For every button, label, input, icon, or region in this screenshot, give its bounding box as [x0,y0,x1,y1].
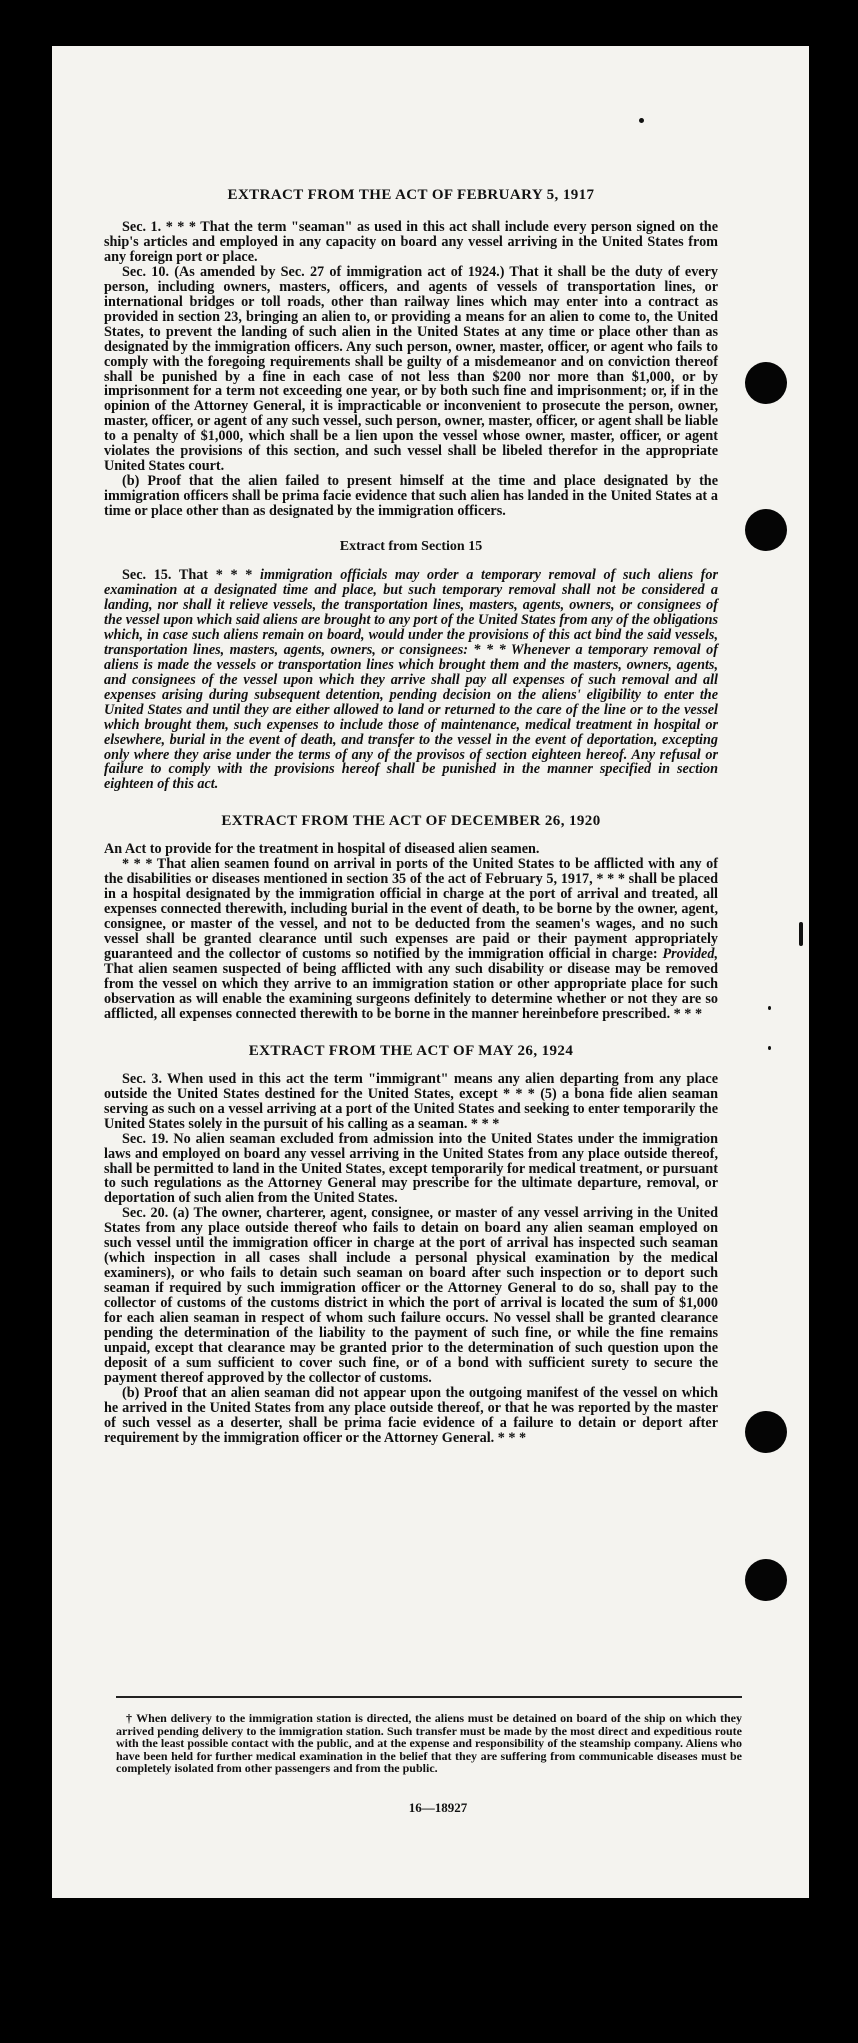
paragraph-sec-1: Sec. 1. * * * That the term "seaman" as used in this act shall include every person signed on the ship's articles and employed in any capacity on board any vessel arriving in the United States from any foreign port or place. [104,219,718,265]
paragraph-sec-10: Sec. 10. (As amended by Sec. 27 of immigration act of 1924.) That it shall be the duty of every person, including owners, masters, officers, and agents of vessels of transportation lines, or international bridges or toll roads, other than railway lines which may enter into a contract as provided in section 23, bringing an alien to, or providing a means for an alien to come to, the United States, to prevent the landing of such alien in the United States at any time or place other than as designated by the immigration officers. Any such person, owner, master, officer, or agent who fails to comply with the foregoing requirements shall be guilty of a misdemeanor and on conviction thereof shall be punished by a fine in each case of not less than $200 nor more than $1,000, or by imprisonment for a term not exceeding one year, or by both such fine and imprisonment; or, if in the opinion of the Attorney General, it is impracticable or inconvenient to prosecute the person, owner, master, officer, or agent of any such vessel, such person, owner, master, officer, or agent shall be liable to a penalty of $1,000, which shall be a lien upon the vessel whose owner, master, officer, or agent violates the provisions of this section, and such vessel shall be libeled therefor in the appropriate United States court. [104,263,718,475]
body-1920-part-1: * * * That alien seamen found on arrival in ports of the United States to be afflicted with any of the disabilities or diseases mentioned in section 35 of the act of February 5, 1917, * * * shall be placed in a hospital designated by the immigration official in charge at the port of arrival and treated, all expenses connected therewith, including burial in the event of death, to be borne by the owner, agent, consignee, or master of the vessel, and not to be deducted from the seamen's wages, and no such vessel shall be granted clearance until such expenses are paid or their payment appropriately guaranteed and the collector of customs so notified by the immigration official in charge: [104,856,718,963]
speck-mark [768,1006,771,1010]
document-body [104,186,718,1446]
punch-hole [745,1559,787,1601]
heading-act-1917: EXTRACT FROM THE ACT OF FEBRUARY 5, 1917 [227,187,595,203]
page-number: 16—18927 [408,1800,468,1815]
footnote [116,1712,742,1775]
heading-act-1924: EXTRACT FROM THE ACT OF MAY 26, 1924 [248,1042,574,1059]
paragraph-sec-19: Sec. 19. No alien seaman excluded from admission into the United States under the immigration laws and employed on board any vessel arriving in the United States from any place outside thereof, shall be permitted to land in the United States, except temporarily for medical treatment, or pursuant to such regulations as the Attorney General may prescribe for the ultimate departure, removal, or deportation of such alien from the United States. [104,1130,718,1207]
footnote-text: † When delivery to the immigration station is directed, the aliens must be detained on board of the ship on which they arrived pending delivery to the immigration station. Such transfer must be made by the most direct and expeditious route with the least possible contact with the public, and at the expense and responsibility of the steamship company. Aliens who have been held for further medical examination in the belief that they are suffering from communicable diseases must be completely isolated from other passengers and from the public. [116,1711,742,1776]
sec-15-lead: Sec. 15. That * * * [122,567,261,584]
speck-mark [639,118,644,123]
paragraph-1920-title: An Act to provide for the treatment in hospital of diseased alien seamen. [104,841,540,858]
speck-mark [799,922,803,946]
punch-hole [745,362,787,404]
footnote-divider [116,1696,742,1698]
paragraph-sec-3: Sec. 3. When used in this act the term "immigrant" means any alien departing from any place outside the United States destined for the United States, except * * * (5) a bona fide alien seaman serving as such on a vessel arriving at a port of the United States and seeking to enter temporarily the United States solely in the pursuit of his calling as a seaman. * * * [104,1070,718,1132]
heading-act-1920: EXTRACT FROM THE ACT OF DECEMBER 26, 1920 [221,813,601,830]
punch-hole [745,509,787,551]
paragraph-sec-20b: (b) Proof that an alien seaman did not appear upon the outgoing manifest of the vessel on which he arrived in the United States from any place outside thereof, or that he was reported by the master of such vessel as a deserter, shall be prima facie evidence of a failure to detain or deport after requirement by the immigration officer or the Attorney General. * * * [104,1384,718,1446]
speck-mark [768,1046,771,1050]
sec-15-italic-body: immigration officials may order a temporary removal of such aliens for examination at a designated time and place, but such temporary removal shall not be considered a landing, nor shall it relieve vessels, the transportation lines, masters, agents, owners, or consignees of the vessel upon which said aliens are brought to any port of the United States from any of the obligations which, in case such aliens remain on board, would under the provisions of this act bind the said vessels, transportation lines, masters, agents, owners, or consignees: * * * Whenever a temporary removal of aliens is made the vessels or transportation lines which brought them and the masters, owners, agents, and consignees of the vessel upon which they arrive shall pay all expenses of such removal and all expenses arising during subsequent detention, pending decision on the aliens' eligibility to enter the United States and until they are either allowed to land or returned to the care of the line or to the vessel which brought them, such expenses to include those of maintenance, medical treatment in hospital or elsewhere, burial in the event of death, and transfer to the vessel in the event of deportation, excepting only where they arise under the terms of any of the provisos of section eighteen hereof. Any refusal or failure to comply with the provisions hereof shall be punished in the manner specified in section eighteen of this act. [104,567,718,793]
heading-section-15: Extract from Section 15 [339,539,483,555]
body-1920-proviso: Provided, [662,946,718,963]
body-1920-part-2: That alien seamen suspected of being afflicted with any such disability or disease may be removed from the vessel on which they arrive to an immigration station or other appropriate place for such observation as will enable the examining surgeons definitely to determine whether or not they are so afflicted, all expenses connected therewith to be borne in the manner hereinbefore prescribed. * * * [104,960,718,1022]
punch-hole [745,1411,787,1453]
paragraph-sec-10b: (b) Proof that the alien failed to present himself at the time and place designated by the immigration officers shall be prima facie evidence that such alien has landed in the United States at a time or place other than as designated by the immigration officers. [104,473,718,520]
document-page [52,46,809,1898]
paragraph-1920-body [104,857,718,1021]
paragraph-sec-15 [104,568,718,792]
paragraph-sec-20: Sec. 20. (a) The owner, charterer, agent, consignee, or master of any vessel arriving in the United States from any place outside thereof who fails to detain on board any alien seaman employed on such vessel until the immigration officer in charge at the port of arrival has inspected such seaman (which inspection in all cases shall include a personal physical examination by the medical examiners), or who fails to detain such seaman on board after such inspection or to deport such seaman if required by such immigration officer or the Attorney General to do so, shall pay to the collector of customs of the customs district in which the port of arrival is located the sum of $1,000 for each alien seaman in respect of whom such failure occurs. No vessel shall be granted clearance pending the determination of the liability to the payment of such fine, or while the fine remains unpaid, except that clearance may be granted prior to the determination of such question upon the deposit of a sum sufficient to cover such fine, or of a bond with sufficient surety to secure the payment thereof approved by the collector of customs. [104,1205,718,1386]
